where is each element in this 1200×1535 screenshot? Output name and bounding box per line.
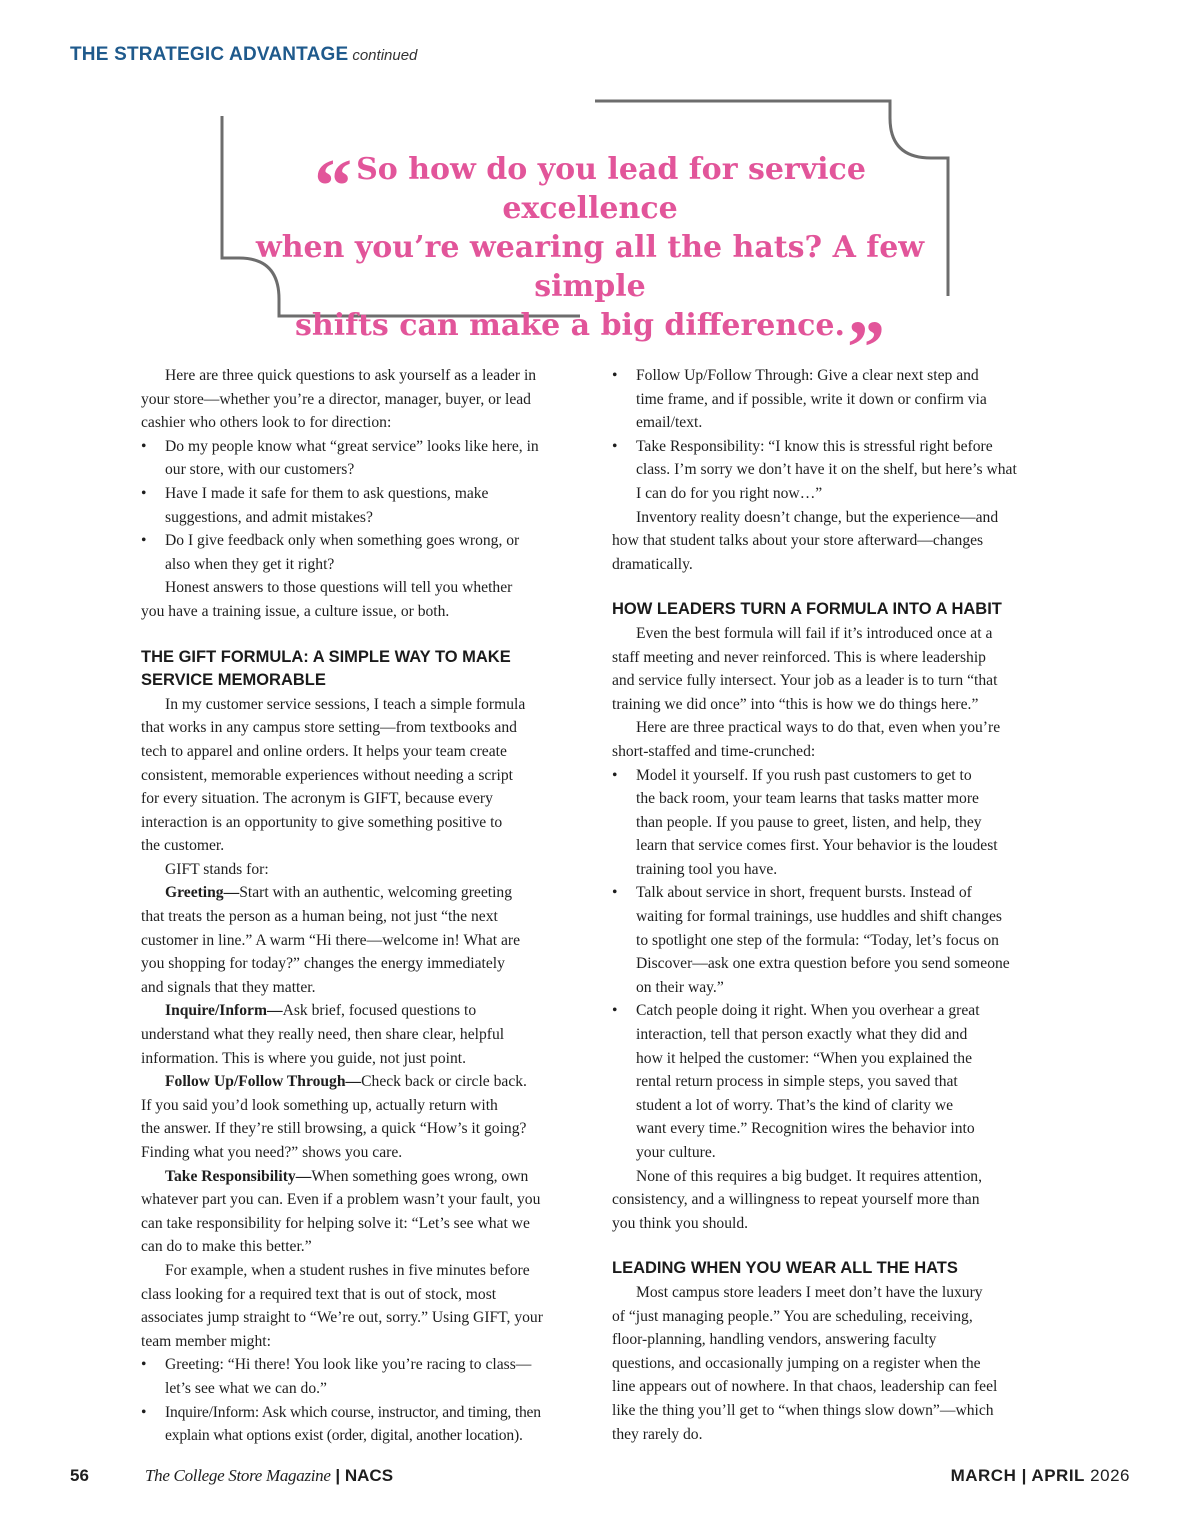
gift-intro-paragraph: In my customer service sessions, I teach a simple formula that works in any campus store setting—from textbooks and tech to apparel and online orders. It helps your team create consistent, memorable experiences without needing a script for every situation. The acronym is GIFT, because every interaction is an opportunity to give something positive to the customer. [141, 695, 526, 855]
inventory-paragraph: Inventory reality doesn’t change, but the experience—and how that student talks about your store afterward—changes dramatically. [612, 508, 999, 573]
budget-paragraph: None of this requires a big budget. It requires attention, consistency, and a willingness to repeat yourself more than you think you should. [612, 1167, 983, 1232]
gift-formula-heading: THE GIFT FORMULA: A SIMPLE WAY TO MAKE SERVICE MEMORABLE [141, 647, 511, 690]
honest-answers-paragraph: Honest answers to those questions will tell you whether you have a training issue, a culture issue, or both. [141, 579, 513, 620]
example-bullet: • Take Responsibility: “I know this is stressful right before class. I’m sorry we don’t have it on the shelf, but here’s what I can do for you right now…” [612, 435, 1060, 506]
pull-quote-line-1: “ So how do you lead for service excellence [314, 144, 866, 228]
page-number: 56 [70, 1466, 89, 1485]
section-title: THE STRATEGIC ADVANTAGE [70, 44, 349, 65]
practice-bullet: • Model it yourself. If you rush past customers to get to the back room, your team learns that tasks matter more than people. If you pause to greet, listen, and help, they learn that service comes first. Your behavior is the loudest training tool you have. [612, 764, 1060, 882]
example-paragraph: For example, when a student rushes in five minutes before class looking for a required text that is out of stock, most associates jump straight to “We’re out, sorry.” Using GIFT, your team member might: [141, 1261, 543, 1350]
take-responsibility-paragraph: Take Responsibility—When something goes wrong, own whatever part you can. Even if a problem wasn’t your fault, you can take responsibility for helping solve it: “Let’s see what we can do to make this better.” [141, 1167, 541, 1256]
example-bullet: • Inquire/Inform: Ask which course, instructor, and timing, then explain what options exist (order, digital, another location). [141, 1401, 589, 1448]
gift-stands-for: GIFT stands for: [165, 860, 269, 878]
intro-paragraph: Here are three quick questions to ask yourself as a leader in your store—whether you’re a director, manager, buyer, or lead cashier who others look to for direction: [141, 367, 537, 432]
issue-date: MARCH | APRIL 2026 [950, 1466, 1130, 1485]
question-bullet: • Have I made it safe for them to ask questions, make suggestions, and admit mistakes? [141, 482, 589, 529]
practice-bullet: • Catch people doing it right. When you overhear a great interaction, tell that person exactly what they did and how it helped the customer: “When you explained the rental return process in simple steps, you saved that student a lot of worry. That’s the kind of clarity we want every time.” Recognition wires the behavior into your culture. [612, 999, 1060, 1164]
inquire-inform-paragraph: Inquire/Inform—Ask brief, focused questions to understand what they really need, then share clear, helpful information. This is where you guide, not just point. [141, 1002, 505, 1067]
greeting-paragraph: Greeting—Start with an authentic, welcoming greeting that treats the person as a human being, not just “the next customer in line.” A warm “Hi there—welcome in! What are you shopping for today?” changes the energy immediately and signals that they matter. [141, 884, 521, 996]
habit-intro-paragraph: Even the best formula will fail if it’s introduced once at a staff meeting and never reinforced. This is where leadership and service fully intersect. Your job as a leader is to turn “that training we did once” into “this is how we do things here.” [612, 624, 998, 713]
page-footer [70, 1466, 1130, 1490]
example-bullet: • Follow Up/Follow Through: Give a clear next step and time frame, and if possible, write it down or confirm via email/text. [612, 364, 1060, 435]
question-bullet: • Do I give feedback only when something goes wrong, or also when they get it right? [141, 529, 589, 576]
question-bullet: • Do my people know what “great service” looks like here, in our store, with our customers? [141, 435, 589, 482]
example-bullet: • Greeting: “Hi there! You look like you’re racing to class— let’s see what we can do.” [141, 1353, 589, 1400]
three-ways-paragraph: Here are three practical ways to do that, even when you’re short-staffed and time-crunched: [612, 719, 1001, 760]
hats-heading: LEADING WHEN YOU WEAR ALL THE HATS [612, 1259, 958, 1278]
open-quote-mark: “ [314, 144, 353, 228]
habit-heading: HOW LEADERS TURN A FORMULA INTO A HABIT [612, 600, 1002, 619]
close-quote-mark: ” [846, 306, 885, 390]
practice-bullet: • Talk about service in short, frequent bursts. Instead of waiting for formal trainings, use huddles and shift changes to spotlight one step of the formula: “Today, let’s focus on Discover—ask one extra question before you send someone on their way.” [612, 881, 1060, 999]
magazine-name: The College Store Magazine | NACS [145, 1466, 394, 1485]
right-column [612, 364, 1060, 1446]
continued-label: continued [352, 47, 418, 64]
follow-up-paragraph: Follow Up/Follow Through—Check back or circle back. If you said you’d look something up, actually return with the answer. If they’re still browsing, a quick “How’s it going? Finding what you need?” shows you care. [141, 1073, 527, 1161]
left-column [141, 364, 589, 1448]
pull-quote [240, 144, 940, 390]
pull-quote-line-3: shifts can make a big difference.” [295, 306, 885, 390]
hats-paragraph: Most campus store leaders I meet don’t have the luxury of “just managing people.” You are scheduling, receiving, floor-planning, handling vendors, answering faculty questions, and occasionally jumping on a register when the line appears out of nowhere. In that chaos, leadership can feel like the thing you’ll get to “when things slow down”—which they rarely do. [612, 1283, 998, 1443]
pull-quote-line-2: when you’re wearing all the hats? A few simple [255, 230, 925, 304]
